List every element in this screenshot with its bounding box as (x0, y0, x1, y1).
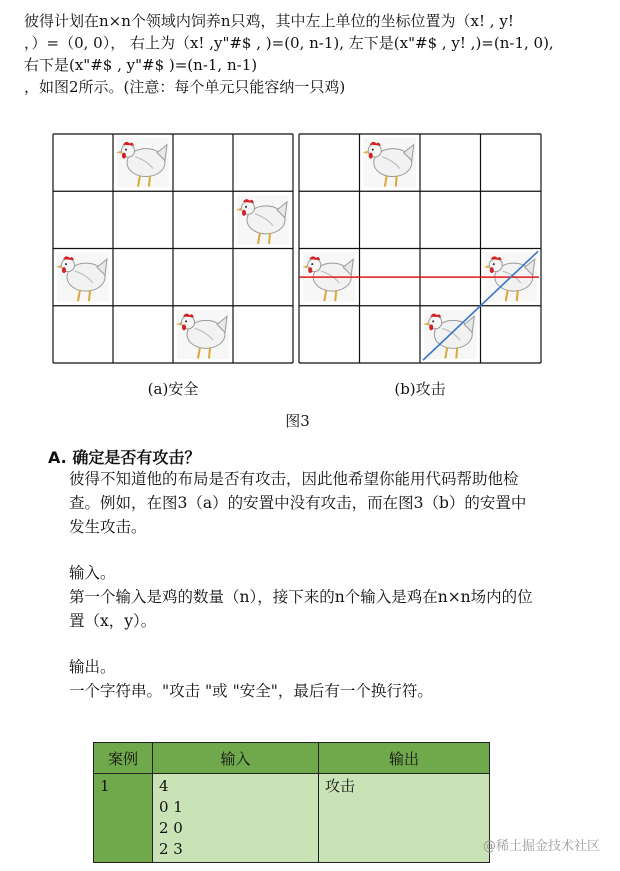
grid-a-svg (52, 133, 294, 364)
input-title: 输入。 (69, 564, 116, 582)
intro-text (24, 10, 614, 98)
section-title: A. 确定是否有攻击？ (48, 448, 201, 467)
case-id-cell: 1 (94, 774, 153, 863)
description-paragraph (69, 467, 589, 539)
caption-b: (b)攻击 (394, 380, 446, 398)
table-header-input: 输入 (153, 743, 319, 774)
chicken-icon (363, 138, 416, 187)
case-output-cell: 攻击 (319, 774, 490, 863)
description-line: 查。例如，在图3（a）的安置中没有攻击，而在图3（b）的安置中 (69, 494, 527, 512)
description-line: 彼得不知道他的布局是否有攻击，因此他希望你能用代码帮助他检 (69, 470, 519, 488)
table-header-case: 案例 (94, 743, 153, 774)
watermark: @稀土掘金技术社区 (482, 839, 600, 854)
case-input-line: 0 1 (159, 798, 183, 816)
case-input-line: 4 (159, 777, 169, 795)
input-line: 置（x，y）。 (69, 612, 157, 630)
chicken-icon (56, 253, 109, 302)
intro-line-2: ，）=（0, 0）， 右上为（x! ,y"#$ , )=(0, n-1), 左下是(x"#$ , y! ,)=(n-1, 0), (24, 34, 554, 52)
output-paragraph (69, 655, 589, 703)
intro-line-3: 右下是(x"#$ , y"#$ )=(n-1, n-1) (24, 56, 258, 74)
input-paragraph (69, 561, 589, 633)
figure-grid-b (298, 133, 542, 364)
case-input-cell (153, 774, 319, 863)
output-title: 输出。 (69, 658, 116, 676)
chicken-icon (116, 138, 169, 187)
examples-table (93, 742, 490, 863)
table-header-output: 输出 (319, 743, 490, 774)
table-row (94, 774, 490, 863)
intro-line-1: 彼得计划在n×n个领域内饲养n只鸡，其中左上单位的坐标位置为（x! , y! (24, 12, 514, 30)
caption-a: (a)安全 (147, 380, 199, 398)
case-input-line: 2 3 (159, 840, 183, 858)
figure-label: 图3 (285, 412, 310, 430)
case-input-line: 2 0 (159, 819, 183, 837)
chicken-icon (236, 195, 289, 244)
chicken-icon (176, 310, 229, 359)
figure-grid-a (52, 133, 294, 364)
intro-line-4: ，如图2所示。(注意：每个单元只能容纳一只鸡) (24, 78, 346, 96)
description-line: 发生攻击。 (69, 518, 147, 536)
grid-b-svg (298, 133, 542, 364)
output-line: 一个字符串。"攻击 "或 "安全"，最后有一个换行符。 (69, 682, 433, 700)
input-line: 第一个输入是鸡的数量（n），接下来的n个输入是鸡在n×n场内的位 (69, 588, 533, 606)
